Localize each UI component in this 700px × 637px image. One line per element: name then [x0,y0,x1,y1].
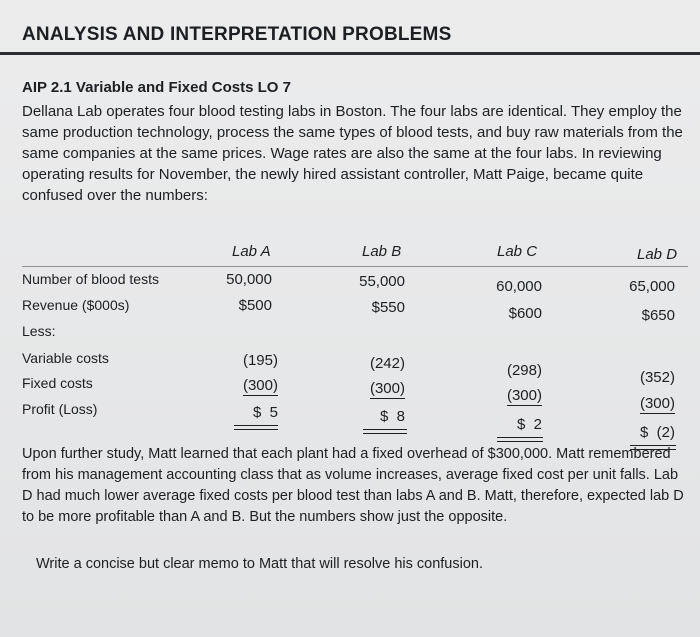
row-label-profit: Profit (Loss) [22,401,98,417]
cell-revenue-lab-b: $550 [371,299,405,316]
row-label-less: Less: [22,323,56,339]
cell-variable-lab-d: (352) [639,369,675,386]
section-heading: ANALYSIS AND INTERPRETATION PROBLEMS [22,24,452,45]
row-label-tests: Number of blood tests [22,271,159,287]
cell-revenue-lab-d: $650 [641,307,675,324]
row-label-fixed: Fixed costs [22,375,93,391]
cell-fixed-lab-b [345,380,405,397]
column-header-lab-d: Lab D [637,246,678,263]
task-instruction: Write a concise but clear memo to Matt that will resolve his confusion. [36,556,484,572]
cell-fixed-lab-a [218,377,278,394]
row-label-revenue: Revenue ($000s) [22,297,130,313]
problem-title: AIP 2.1 Variable and Fixed Costs LO 7 [22,79,291,96]
fixed-value-lab-b: (300) [369,380,405,397]
cell-fixed-lab-d [615,395,675,412]
fixed-value-lab-c: (300) [506,387,542,404]
column-header-lab-c: Lab C [497,243,538,260]
fixed-value-lab-d: (300) [639,395,675,412]
cell-variable-lab-a: (195) [242,352,278,369]
cell-revenue-lab-a: $500 [238,297,272,314]
heading-rule [0,52,700,55]
fixed-value-lab-a: (300) [242,377,278,394]
cell-fixed-lab-c [482,387,542,404]
cell-tests-lab-b: 55,000 [359,273,405,290]
column-header-lab-b: Lab B [362,243,402,260]
body-paragraph: Upon further study, Matt learned that each plant had a fixed overhead of $300,000. Matt remembered from his management accounting class that as volume increases, average fixed cost per unit falls. Lab D had much lower average fixed costs per blood test than labs A and B. Matt, therefore, expected lab D to be more profitable than A and B. But the numbers show just the opposite. [22,446,684,525]
double-underline-lab-c [497,437,543,442]
double-underline-lab-b [363,429,407,434]
cell-variable-lab-b: (242) [369,355,405,372]
cell-tests-lab-a: 50,000 [226,271,272,288]
cell-variable-lab-c: (298) [506,362,542,379]
column-header-lab-a: Lab A [232,243,271,260]
cell-tests-lab-c: 60,000 [496,278,542,295]
table-header-rule [22,266,688,267]
cell-profit-lab-b: $ 8 [379,408,405,425]
cell-profit-lab-c: $ 2 [516,416,542,433]
cell-profit-lab-a: $ 5 [252,404,278,421]
cell-revenue-lab-c: $600 [508,305,542,322]
row-label-variable: Variable costs [22,350,109,366]
cell-profit-lab-d: $ (2) [639,424,675,441]
cell-tests-lab-d: 65,000 [629,278,675,295]
intro-paragraph: Dellana Lab operates four blood testing labs in Boston. The four labs are identical. They employ the same production technology, process the same types of blood tests, and buy raw materials from the same companies at the same prices. Wage rates are also the same at the four labs. In reviewing operating results for November, the newly hired assistant controller, Matt Paige, became quite confused over the numbers: [22,103,683,204]
double-underline-lab-a [234,425,278,430]
